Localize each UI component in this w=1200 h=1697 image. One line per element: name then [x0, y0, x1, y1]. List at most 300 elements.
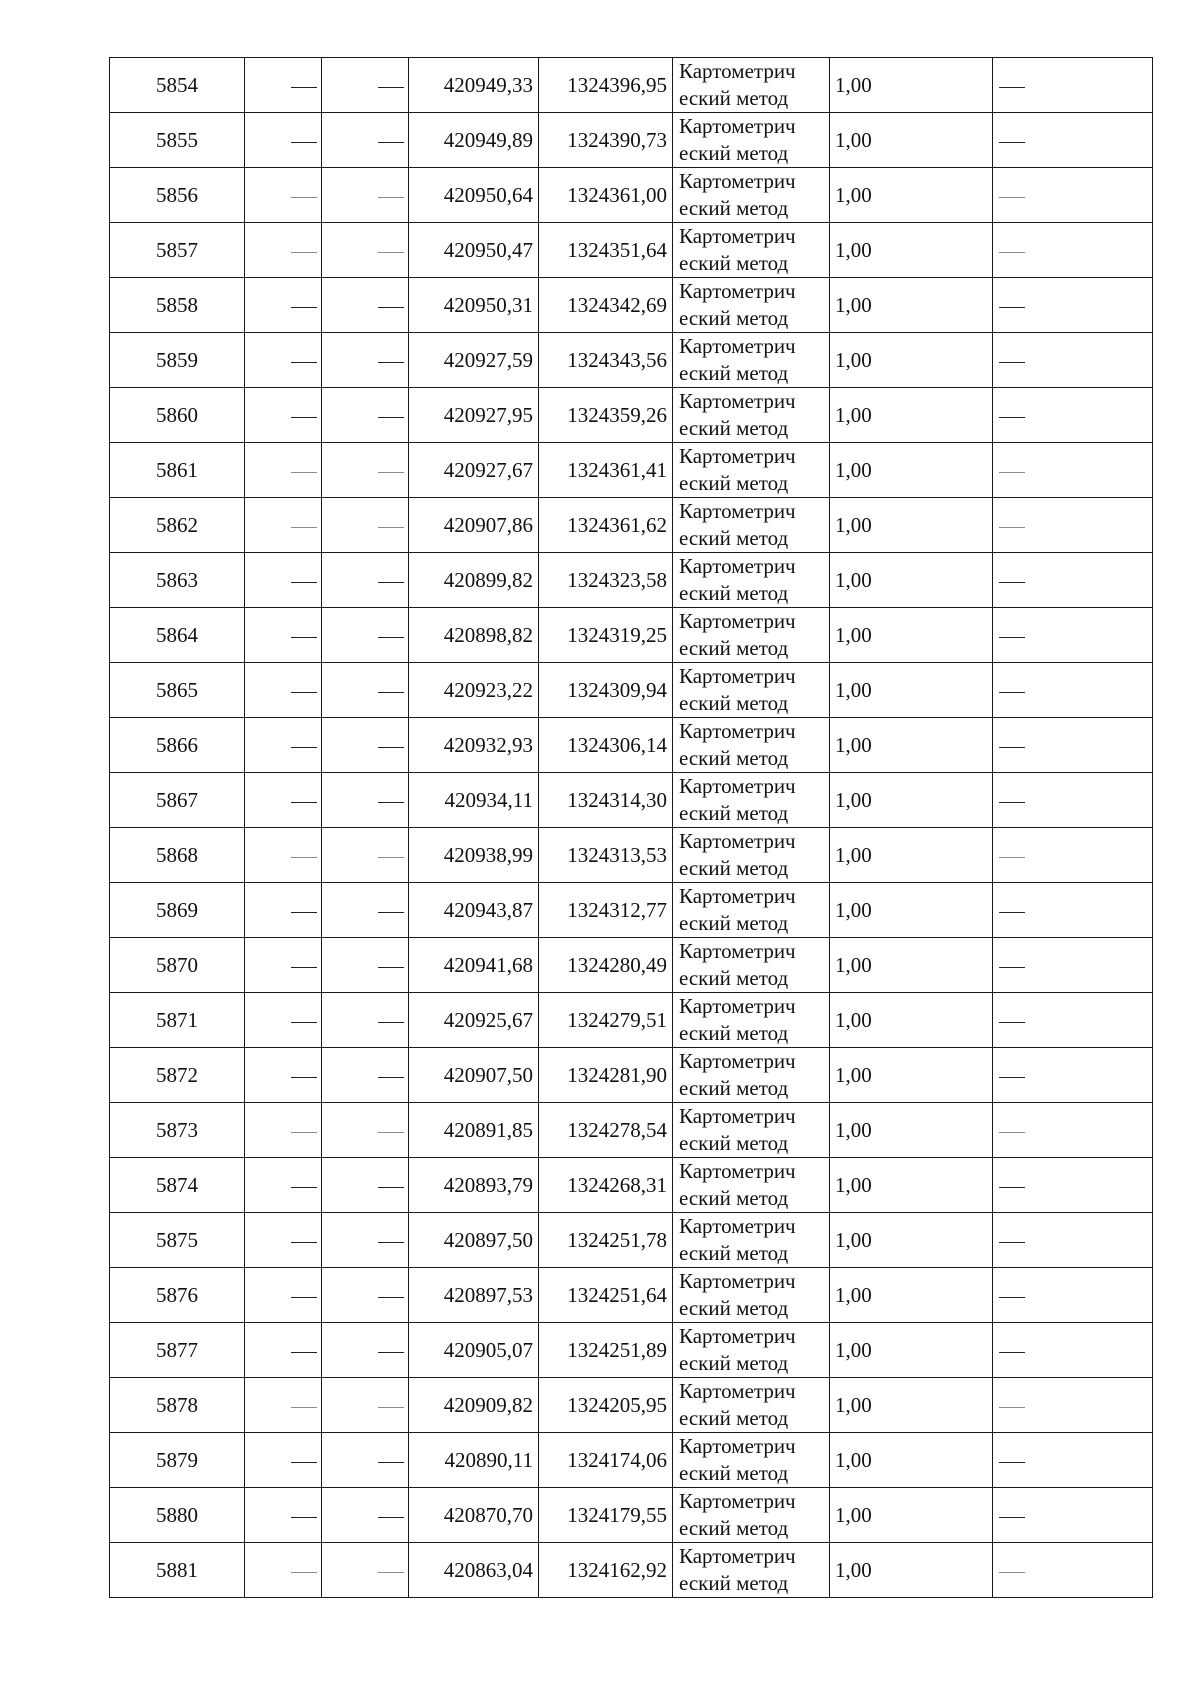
empty-value-cell — [322, 773, 409, 828]
y-coordinate-cell — [539, 718, 673, 773]
method-line-2: еский метод — [679, 141, 789, 165]
method-cell — [673, 608, 830, 663]
description-cell — [993, 333, 1153, 388]
y-coordinate-cell — [539, 1543, 673, 1598]
dash-mark — [291, 1407, 317, 1408]
empty-value-cell — [245, 1323, 322, 1378]
empty-value-cell — [245, 333, 322, 388]
point-number-cell — [110, 608, 245, 663]
x-coordinate: 420932,93 — [443, 733, 533, 757]
y-coordinate-cell — [539, 1323, 673, 1378]
accuracy-cell — [830, 553, 993, 608]
empty-value-cell — [245, 1048, 322, 1103]
description-cell — [993, 1048, 1153, 1103]
y-coordinate: 1324312,77 — [567, 898, 667, 922]
y-coordinate: 1324396,95 — [567, 73, 667, 97]
method-line-2: еский метод — [679, 746, 789, 770]
table-row — [110, 1268, 1153, 1323]
table-row — [110, 828, 1153, 883]
dash-mark — [999, 197, 1025, 198]
coordinates-table — [109, 57, 1153, 1598]
y-coordinate: 1324359,26 — [567, 403, 667, 427]
description-cell — [993, 1378, 1153, 1433]
method-line-2: еский метод — [679, 636, 789, 660]
dash-mark — [291, 692, 317, 693]
accuracy-cell — [830, 828, 993, 883]
y-coordinate: 1324314,30 — [567, 788, 667, 812]
description-cell — [993, 223, 1153, 278]
point-number: 5871 — [156, 1008, 198, 1032]
x-coordinate: 420927,59 — [443, 348, 533, 372]
description-cell — [993, 773, 1153, 828]
accuracy-value: 1,00 — [835, 73, 872, 97]
y-coordinate-cell — [539, 223, 673, 278]
accuracy-cell — [830, 608, 993, 663]
empty-value-cell — [322, 1378, 409, 1433]
x-coordinate: 420891,85 — [443, 1118, 533, 1142]
empty-value-cell — [245, 168, 322, 223]
y-coordinate: 1324342,69 — [567, 293, 667, 317]
x-coordinate: 420950,47 — [443, 238, 533, 262]
dash-mark — [999, 142, 1025, 143]
empty-value-cell — [322, 938, 409, 993]
empty-value-cell — [322, 388, 409, 443]
method-cell — [673, 333, 830, 388]
accuracy-cell — [830, 498, 993, 553]
dash-mark — [378, 1352, 404, 1353]
empty-value-cell — [322, 828, 409, 883]
dash-mark — [999, 1517, 1025, 1518]
y-coordinate: 1324361,41 — [567, 458, 667, 482]
accuracy-cell — [830, 278, 993, 333]
table-row — [110, 333, 1153, 388]
y-coordinate-cell — [539, 1048, 673, 1103]
y-coordinate: 1324251,89 — [567, 1338, 667, 1362]
accuracy-value: 1,00 — [835, 678, 872, 702]
point-number: 5865 — [156, 678, 198, 702]
x-coordinate-cell — [409, 1488, 539, 1543]
dash-mark — [378, 142, 404, 143]
method-cell — [673, 553, 830, 608]
description-cell — [993, 443, 1153, 498]
empty-value-cell — [322, 1323, 409, 1378]
method-cell — [673, 113, 830, 168]
table-row — [110, 993, 1153, 1048]
method-line-1: Картометрич — [679, 224, 796, 248]
dash-mark — [999, 417, 1025, 418]
point-number-cell — [110, 498, 245, 553]
method-line-1: Картометрич — [679, 389, 796, 413]
empty-value-cell — [245, 828, 322, 883]
point-number-cell — [110, 1103, 245, 1158]
empty-value-cell — [245, 1378, 322, 1433]
accuracy-value: 1,00 — [835, 293, 872, 317]
dash-mark — [291, 967, 317, 968]
empty-value-cell — [245, 388, 322, 443]
accuracy-cell — [830, 663, 993, 718]
y-coordinate: 1324361,62 — [567, 513, 667, 537]
x-coordinate: 420893,79 — [443, 1173, 533, 1197]
accuracy-value: 1,00 — [835, 128, 872, 152]
dash-mark — [378, 1242, 404, 1243]
dash-mark — [378, 307, 404, 308]
dash-mark — [291, 1132, 317, 1133]
dash-mark — [291, 1462, 317, 1463]
method-cell — [673, 993, 830, 1048]
point-number: 5859 — [156, 348, 198, 372]
accuracy-cell — [830, 1433, 993, 1488]
empty-value-cell — [245, 663, 322, 718]
point-number: 5879 — [156, 1448, 198, 1472]
x-coordinate-cell — [409, 828, 539, 883]
description-cell — [993, 1433, 1153, 1488]
table-row — [110, 1488, 1153, 1543]
method-line-2: еский метод — [679, 1296, 789, 1320]
y-coordinate: 1324361,00 — [567, 183, 667, 207]
y-coordinate: 1324279,51 — [567, 1008, 667, 1032]
accuracy-cell — [830, 113, 993, 168]
empty-value-cell — [322, 1158, 409, 1213]
method-line-1: Картометрич — [679, 1379, 796, 1403]
y-coordinate: 1324251,64 — [567, 1283, 667, 1307]
method-cell — [673, 773, 830, 828]
y-coordinate-cell — [539, 333, 673, 388]
point-number-cell — [110, 1433, 245, 1488]
dash-mark — [378, 1517, 404, 1518]
point-number: 5866 — [156, 733, 198, 757]
point-number: 5864 — [156, 623, 198, 647]
accuracy-cell — [830, 388, 993, 443]
x-coordinate: 420923,22 — [443, 678, 533, 702]
point-number-cell — [110, 1488, 245, 1543]
method-line-2: еский метод — [679, 1241, 789, 1265]
accuracy-value: 1,00 — [835, 1503, 872, 1527]
table-row — [110, 1543, 1153, 1598]
point-number: 5867 — [156, 788, 198, 812]
x-coordinate-cell — [409, 1048, 539, 1103]
dash-mark — [999, 802, 1025, 803]
dash-mark — [378, 472, 404, 473]
table-row — [110, 1323, 1153, 1378]
x-coordinate: 420907,50 — [443, 1063, 533, 1087]
method-line-1: Картометрич — [679, 1324, 796, 1348]
method-cell — [673, 498, 830, 553]
empty-value-cell — [322, 1268, 409, 1323]
method-line-2: еский метод — [679, 1406, 789, 1430]
method-cell — [673, 1268, 830, 1323]
dash-mark — [378, 87, 404, 88]
method-line-1: Картометрич — [679, 114, 796, 138]
dash-mark — [291, 142, 317, 143]
dash-mark — [291, 252, 317, 253]
x-coordinate: 420950,31 — [443, 293, 533, 317]
point-number: 5862 — [156, 513, 198, 537]
dash-mark — [999, 87, 1025, 88]
description-cell — [993, 608, 1153, 663]
method-cell — [673, 388, 830, 443]
method-cell — [673, 938, 830, 993]
y-coordinate: 1324313,53 — [567, 843, 667, 867]
description-cell — [993, 1543, 1153, 1598]
point-number: 5869 — [156, 898, 198, 922]
y-coordinate-cell — [539, 1103, 673, 1158]
y-coordinate-cell — [539, 883, 673, 938]
x-coordinate: 420927,67 — [443, 458, 533, 482]
accuracy-value: 1,00 — [835, 1008, 872, 1032]
dash-mark — [999, 1242, 1025, 1243]
y-coordinate-cell — [539, 1488, 673, 1543]
empty-value-cell — [322, 1488, 409, 1543]
dash-mark — [378, 637, 404, 638]
dash-mark — [378, 692, 404, 693]
dash-mark — [999, 857, 1025, 858]
point-number: 5854 — [156, 73, 198, 97]
y-coordinate: 1324281,90 — [567, 1063, 667, 1087]
point-number: 5855 — [156, 128, 198, 152]
accuracy-value: 1,00 — [835, 1448, 872, 1472]
empty-value-cell — [245, 113, 322, 168]
description-cell — [993, 993, 1153, 1048]
table-row — [110, 113, 1153, 168]
point-number: 5877 — [156, 1338, 198, 1362]
method-line-1: Картометрич — [679, 609, 796, 633]
x-coordinate: 420927,95 — [443, 403, 533, 427]
table-row — [110, 1158, 1153, 1213]
method-line-2: еский метод — [679, 1021, 789, 1045]
accuracy-value: 1,00 — [835, 1558, 872, 1582]
description-cell — [993, 1158, 1153, 1213]
point-number-cell — [110, 1268, 245, 1323]
x-coordinate-cell — [409, 1213, 539, 1268]
point-number-cell — [110, 1378, 245, 1433]
method-line-1: Картометрич — [679, 169, 796, 193]
method-line-2: еский метод — [679, 801, 789, 825]
dash-mark — [291, 857, 317, 858]
y-coordinate-cell — [539, 498, 673, 553]
description-cell — [993, 1488, 1153, 1543]
table-row — [110, 1103, 1153, 1158]
method-cell — [673, 278, 830, 333]
method-line-1: Картометрич — [679, 829, 796, 853]
y-coordinate-cell — [539, 773, 673, 828]
point-number: 5861 — [156, 458, 198, 482]
point-number: 5860 — [156, 403, 198, 427]
dash-mark — [291, 912, 317, 913]
y-coordinate-cell — [539, 553, 673, 608]
dash-mark — [999, 1407, 1025, 1408]
accuracy-value: 1,00 — [835, 1173, 872, 1197]
x-coordinate-cell — [409, 223, 539, 278]
x-coordinate-cell — [409, 388, 539, 443]
method-line-2: еский метод — [679, 1516, 789, 1540]
empty-value-cell — [245, 58, 322, 113]
accuracy-value: 1,00 — [835, 843, 872, 867]
method-line-1: Картометрич — [679, 1434, 796, 1458]
method-line-2: еский метод — [679, 361, 789, 385]
dash-mark — [378, 197, 404, 198]
accuracy-cell — [830, 1488, 993, 1543]
dash-mark — [291, 527, 317, 528]
accuracy-cell — [830, 1378, 993, 1433]
x-coordinate: 420897,53 — [443, 1283, 533, 1307]
method-line-2: еский метод — [679, 1076, 789, 1100]
method-line-2: еский метод — [679, 306, 789, 330]
method-line-2: еский метод — [679, 1351, 789, 1375]
point-number: 5872 — [156, 1063, 198, 1087]
method-cell — [673, 1378, 830, 1433]
point-number: 5858 — [156, 293, 198, 317]
y-coordinate-cell — [539, 113, 673, 168]
dash-mark — [999, 1187, 1025, 1188]
method-line-2: еский метод — [679, 856, 789, 880]
table-row — [110, 1048, 1153, 1103]
dash-mark — [291, 1022, 317, 1023]
x-coordinate-cell — [409, 443, 539, 498]
method-line-2: еский метод — [679, 1186, 789, 1210]
dash-mark — [378, 912, 404, 913]
y-coordinate-cell — [539, 828, 673, 883]
method-line-1: Картометрич — [679, 554, 796, 578]
empty-value-cell — [322, 883, 409, 938]
dash-mark — [291, 1297, 317, 1298]
empty-value-cell — [245, 1543, 322, 1598]
point-number-cell — [110, 388, 245, 443]
empty-value-cell — [322, 718, 409, 773]
accuracy-cell — [830, 333, 993, 388]
dash-mark — [378, 1022, 404, 1023]
x-coordinate-cell — [409, 663, 539, 718]
accuracy-cell — [830, 58, 993, 113]
method-cell — [673, 1488, 830, 1543]
method-line-2: еский метод — [679, 691, 789, 715]
empty-value-cell — [322, 608, 409, 663]
method-line-1: Картометрич — [679, 1544, 796, 1568]
empty-value-cell — [245, 1103, 322, 1158]
empty-value-cell — [322, 333, 409, 388]
point-number-cell — [110, 993, 245, 1048]
y-coordinate: 1324323,58 — [567, 568, 667, 592]
table-row — [110, 168, 1153, 223]
dash-mark — [999, 1297, 1025, 1298]
method-cell — [673, 883, 830, 938]
x-coordinate-cell — [409, 278, 539, 333]
dash-mark — [999, 912, 1025, 913]
point-number-cell — [110, 168, 245, 223]
x-coordinate-cell — [409, 553, 539, 608]
description-cell — [993, 388, 1153, 443]
y-coordinate-cell — [539, 1433, 673, 1488]
dash-mark — [291, 417, 317, 418]
y-coordinate-cell — [539, 1158, 673, 1213]
dash-mark — [378, 1297, 404, 1298]
empty-value-cell — [322, 58, 409, 113]
table-row — [110, 58, 1153, 113]
method-cell — [673, 1213, 830, 1268]
empty-value-cell — [245, 278, 322, 333]
empty-value-cell — [245, 993, 322, 1048]
table-row — [110, 883, 1153, 938]
dash-mark — [291, 582, 317, 583]
point-number: 5875 — [156, 1228, 198, 1252]
point-number: 5856 — [156, 183, 198, 207]
y-coordinate: 1324162,92 — [567, 1558, 667, 1582]
empty-value-cell — [245, 553, 322, 608]
y-coordinate-cell — [539, 1268, 673, 1323]
x-coordinate: 420898,82 — [443, 623, 533, 647]
accuracy-cell — [830, 883, 993, 938]
description-cell — [993, 718, 1153, 773]
method-line-1: Картометрич — [679, 1159, 796, 1183]
method-cell — [673, 1158, 830, 1213]
method-line-1: Картометрич — [679, 664, 796, 688]
point-number-cell — [110, 1048, 245, 1103]
y-coordinate: 1324351,64 — [567, 238, 667, 262]
method-cell — [673, 443, 830, 498]
empty-value-cell — [322, 223, 409, 278]
method-line-2: еский метод — [679, 1131, 789, 1155]
table-row — [110, 718, 1153, 773]
y-coordinate-cell — [539, 938, 673, 993]
x-coordinate-cell — [409, 993, 539, 1048]
description-cell — [993, 168, 1153, 223]
accuracy-cell — [830, 1323, 993, 1378]
x-coordinate-cell — [409, 1433, 539, 1488]
accuracy-cell — [830, 938, 993, 993]
point-number-cell — [110, 223, 245, 278]
document-page — [109, 57, 1152, 1598]
x-coordinate: 420899,82 — [443, 568, 533, 592]
accuracy-cell — [830, 1543, 993, 1598]
accuracy-value: 1,00 — [835, 348, 872, 372]
dash-mark — [291, 307, 317, 308]
method-cell — [673, 1433, 830, 1488]
point-number-cell — [110, 333, 245, 388]
dash-mark — [999, 692, 1025, 693]
dash-mark — [999, 1022, 1025, 1023]
dash-mark — [291, 1187, 317, 1188]
method-line-1: Картометрич — [679, 939, 796, 963]
accuracy-value: 1,00 — [835, 513, 872, 537]
point-number: 5880 — [156, 1503, 198, 1527]
table-row — [110, 443, 1153, 498]
method-line-2: еский метод — [679, 86, 789, 110]
method-line-1: Картометрич — [679, 994, 796, 1018]
dash-mark — [378, 1407, 404, 1408]
point-number-cell — [110, 443, 245, 498]
accuracy-cell — [830, 1268, 993, 1323]
x-coordinate: 420870,70 — [443, 1503, 533, 1527]
accuracy-value: 1,00 — [835, 623, 872, 647]
empty-value-cell — [245, 1268, 322, 1323]
table-row — [110, 1433, 1153, 1488]
method-line-1: Картометрич — [679, 499, 796, 523]
description-cell — [993, 938, 1153, 993]
point-number-cell — [110, 113, 245, 168]
accuracy-value: 1,00 — [835, 183, 872, 207]
dash-mark — [291, 1517, 317, 1518]
dash-mark — [378, 527, 404, 528]
point-number-cell — [110, 278, 245, 333]
x-coordinate-cell — [409, 1158, 539, 1213]
dash-mark — [999, 637, 1025, 638]
dash-mark — [999, 582, 1025, 583]
dash-mark — [999, 967, 1025, 968]
dash-mark — [999, 1077, 1025, 1078]
point-number-cell — [110, 663, 245, 718]
dash-mark — [378, 1462, 404, 1463]
point-number-cell — [110, 553, 245, 608]
point-number: 5873 — [156, 1118, 198, 1142]
